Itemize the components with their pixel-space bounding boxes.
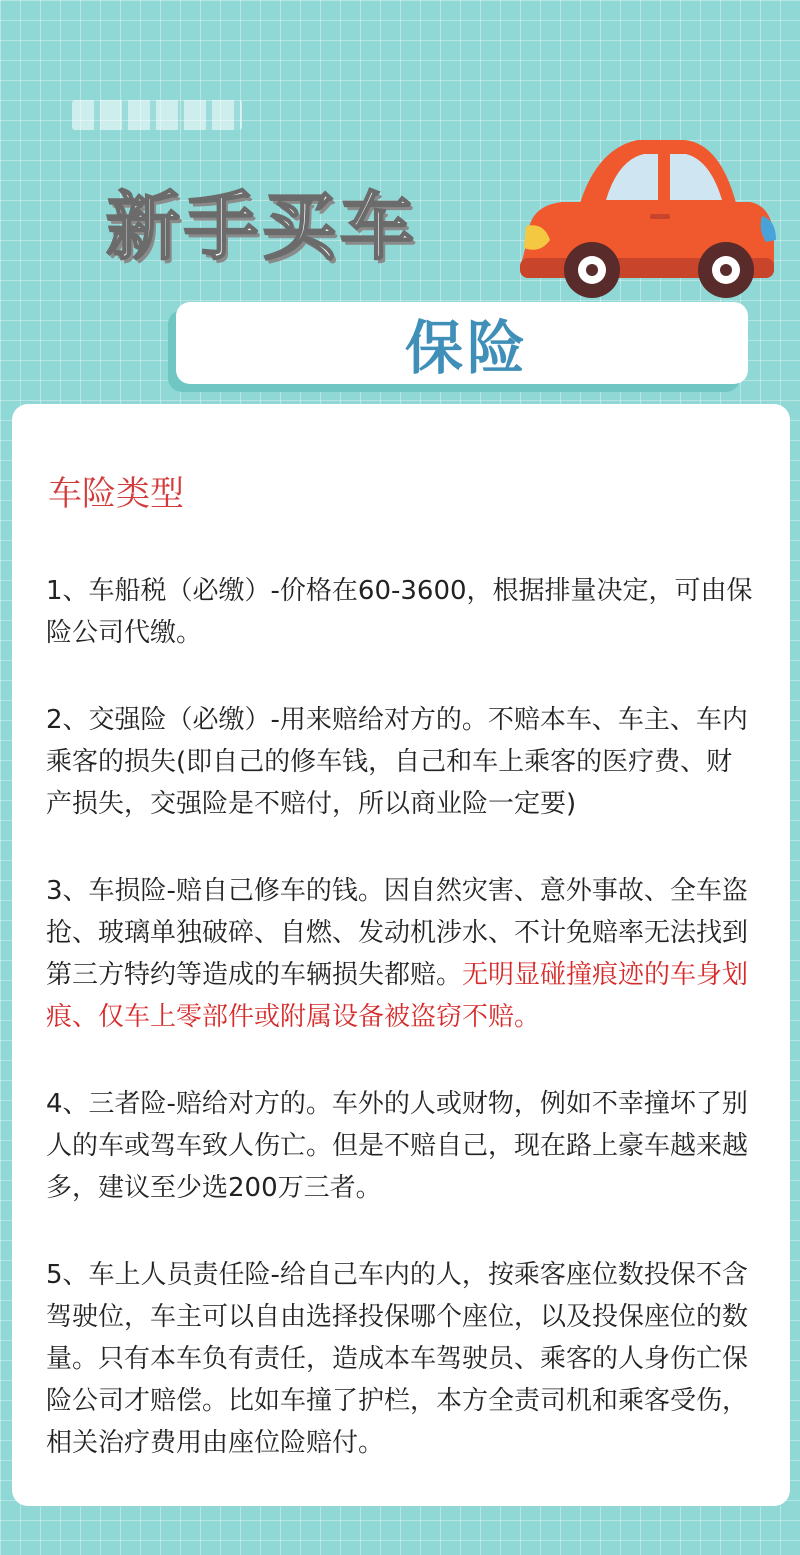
page-subtitle: 保险 — [404, 314, 529, 382]
item-highlight: 无明显碰撞痕迹的车身划痕、仅车上零部件或附属设备被盗窃不赔。 — [46, 960, 749, 1032]
item-text: 3、车损险-赔自己修车的钱。因自然灾害、意外事故、全车盗抢、玻璃单独破碎、自燃、发动机涉水、不计免赔率无法找到第三方特约等造成的车辆损失都赔。 — [46, 876, 749, 990]
page-title: 新手买车 — [106, 184, 418, 270]
item-text: 4、三者险-赔给对方的。车外的人或财物，例如不幸撞坏了别人的车或驾车致人伤亡。但是不赔自己，现在路上豪车越来越多，建议至少选200万三者。 — [46, 1089, 749, 1203]
list-item — [46, 1083, 758, 1209]
decorative-bar — [72, 100, 242, 130]
item-text: 2、交强险（必缴）-用来赔给对方的。不赔本车、车主、车内乘客的损失(即自己的修车钱，自己和车上乘客的医疗费、财产损失，交强险是不赔付，所以商业险一定要) — [46, 705, 748, 819]
list-item — [46, 699, 758, 825]
subtitle-banner — [176, 302, 748, 384]
item-text: 5、车上人员责任险-给自己车内的人，按乘客座位数投保不含驾驶位，车主可以自由选择投保哪个座位，以及投保座位的数量。只有本车负有责任，造成本车驾驶员、乘客的人身伤亡保险公司才赔偿。比如车撞了护栏，本方全责司机和乘客受伤，相关治疗费用由座位险赔付。 — [46, 1260, 749, 1458]
item-text: 1、车船税（必缴）-价格在60-3600，根据排量决定，可由保险公司代缴。 — [46, 576, 753, 648]
list-item — [46, 870, 758, 1038]
insurance-list — [46, 570, 758, 1509]
list-item — [46, 570, 758, 654]
list-item — [46, 1254, 758, 1464]
car-icon — [510, 118, 782, 308]
section-title: 车险类型 — [48, 474, 184, 514]
